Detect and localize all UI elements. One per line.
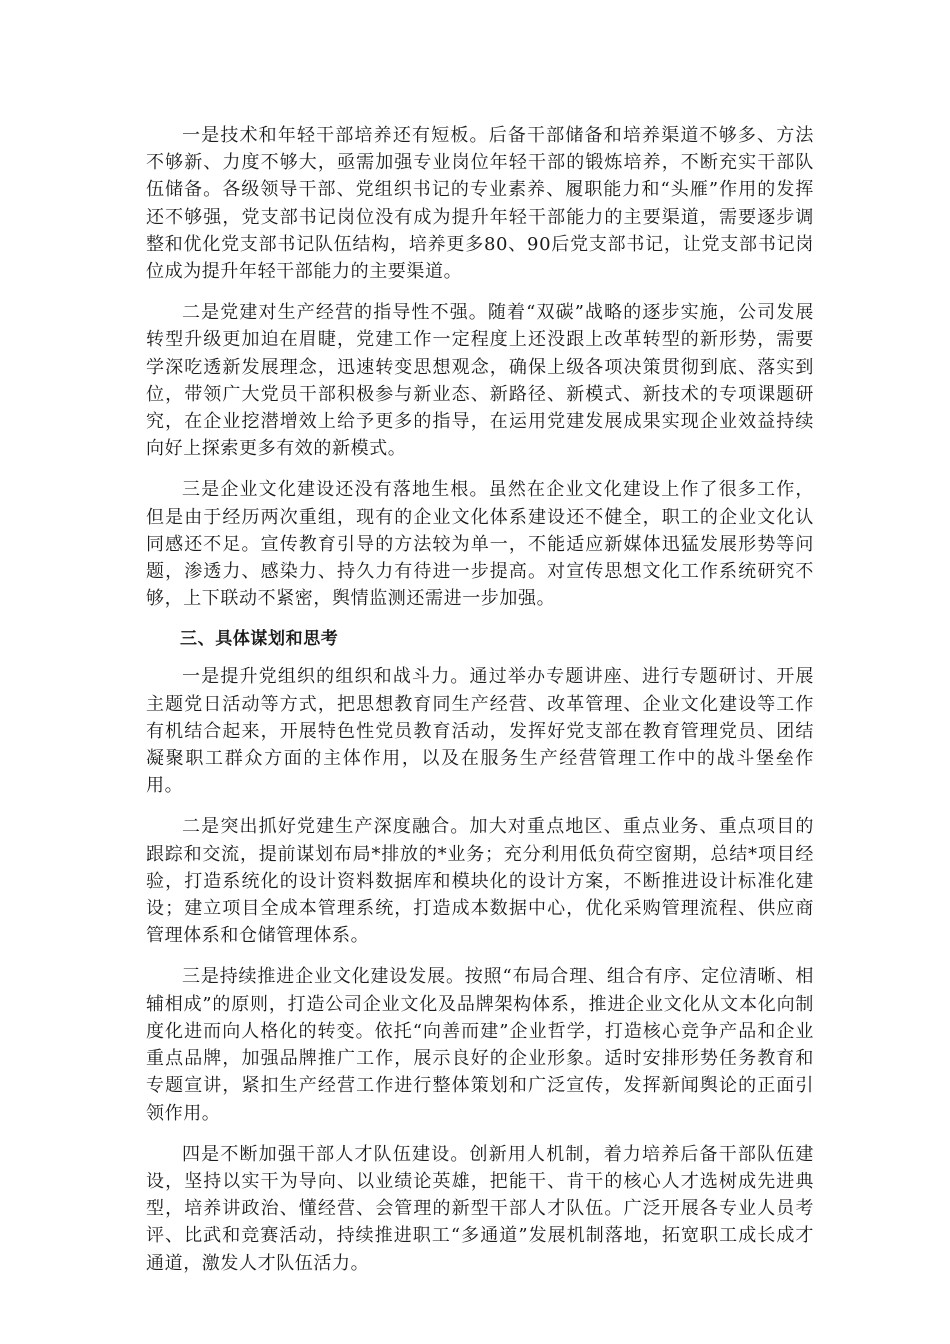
paragraph-culture-development: 三是持续推进企业文化建设发展。按照“布局合理、组合有序、定位清晰、相辅相成”的原则，打造公司企业文化及品牌架构体系，推进企业文化从文本化向制度化进而向人格化的转变。依托“向善而建”企业哲学，打造核心竞争产品和企业重点品牌，加强品牌推广工作，展示良好的企业形象。适时安排形势任务教育和专题宣讲，紧扣生产经营工作进行整体策划和广泛宣传，发挥新闻舆论的正面引领作用。: [146, 966, 814, 1124]
paragraph-culture-building: 三是企业文化建设还没有落地生根。虽然在企业文化建设上作了很多工作，但是由于经历两次重组，现有的企业文化体系建设还不健全，职工的企业文化认同感还不足。宣传教育引导的方法较为单一，不能适应新媒体迅猛发展形势等问题，渗透力、感染力、持久力有待进一步提高。对宣传思想文化工作系统研究不够，上下联动不紧密，舆情监测还需进一步加强。: [146, 479, 814, 610]
paragraph-organization-strength: 一是提升党组织的组织和战斗力。通过举办专题讲座、进行专题研讨、开展主题党日活动等方式，把思想教育同生产经营、改革管理、企业文化建设等工作有机结合起来，开展特色性党员教育活动，发挥好党支部在教育管理党员、团结凝聚职工群众方面的主体作用，以及在服务生产经营管理工作中的战斗堡垒作用。: [146, 666, 814, 797]
paragraph-production-integration: 二是突出抓好党建生产深度融合。加大对重点地区、重点业务、重点项目的跟踪和交流，提前谋划布局*排放的*业务；充分利用低负荷空窗期，总结*项目经验，打造系统化的设计资料数据库和模块化的设计方案，不断推进设计标准化建设；建立项目全成本管理系统，打造成本数据中心，优化采购管理流程、供应商管理体系和仓储管理体系。: [146, 816, 814, 947]
section-heading: 三、具体谋划和思考: [180, 629, 339, 650]
paragraph-cadre-team: 四是不断加强干部人才队伍建设。创新用人机制，着力培养后备干部队伍建设，坚持以实干为导向、以业绩论英雄，把能干、肯干的核心人才选树成先进典型，培养讲政治、懂经营、会管理的新型干部人才队伍。广泛开展各专业人员考评、比武和竞赛活动，持续推进职工“多通道”发展机制落地，拓宽职工成长成才通道，激发人才队伍活力。: [146, 1143, 814, 1274]
paragraph-party-guidance: 二是党建对生产经营的指导性不强。随着“双碳”战略的逐步实施，公司发展转型升级更加迫在眉睫，党建工作一定程度上还没跟上改革转型的新形势，需要学深吃透新发展理念，迅速转变思想观念，确保上级各项决策贯彻到底、落实到位，带领广大党员干部积极参与新业态、新路径、新模式、新技术的专项课题研究，在企业挖潜增效上给予更多的指导，在运用党建发展成果实现企业效益持续向好上探索更多有效的新模式。: [146, 302, 814, 460]
document-body: [146, 122, 814, 1291]
paragraph-talent-shortcoming: 一是技术和年轻干部培养还有短板。后备干部储备和培养渠道不够多、方法不够新、力度不够大，亟需加强专业岗位年轻干部的锻炼培养，不断充实干部队伍储备。各级领导干部、党组织书记的专业素养、履职能力和“头雁”作用的发挥还不够强，党支部书记岗位没有成为提升年轻干部能力的主要渠道，需要逐步调整和优化党支部书记队伍结构，培养更多80、90后党支部书记，让党支部书记岗位成为提升年轻干部能力的主要渠道。: [146, 125, 814, 283]
